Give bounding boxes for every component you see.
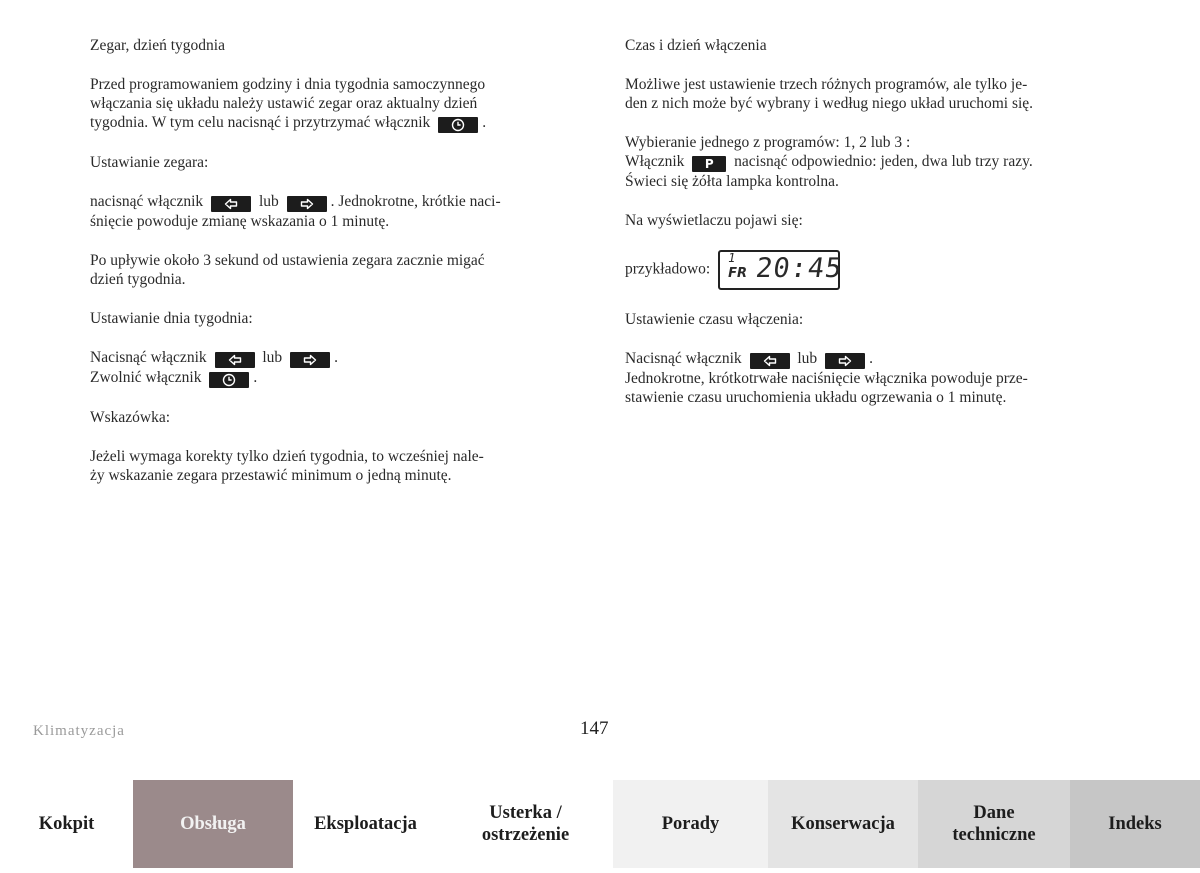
paragraph-set-clock: nacisnąć włącznik lub . Jednokrotne, krótkie naci- śnięcie powoduje zmianę wskazania o 1 minutę. bbox=[90, 193, 501, 230]
nav-eksploatacja[interactable]: Eksploatacja bbox=[293, 780, 438, 868]
lcd-program-number: 1 bbox=[728, 251, 736, 265]
paragraph-programs: Możliwe jest ustawienie trzech różnych programów, ale tylko je- den z nich może być wybrany i według niego układ uruchomi się. bbox=[625, 76, 1034, 112]
right-column bbox=[625, 36, 1125, 427]
nav-kokpit[interactable]: Kokpit bbox=[0, 780, 133, 868]
chapter-navbar bbox=[0, 780, 1200, 868]
arrow-right-key-icon bbox=[290, 352, 330, 368]
nav-obsluga[interactable]: Obsługa bbox=[133, 780, 293, 868]
nav-dane-techniczne[interactable]: Dane techniczne bbox=[918, 780, 1070, 868]
page-number: 147 bbox=[580, 718, 609, 739]
heading-clock-day: Zegar, dzień tygodnia bbox=[90, 37, 225, 54]
nav-porady[interactable]: Porady bbox=[613, 780, 768, 868]
heading-hint: Wskazówka: bbox=[90, 409, 171, 426]
nav-indeks[interactable]: Indeks bbox=[1070, 780, 1200, 868]
section-name: Klimatyzacja bbox=[33, 723, 125, 739]
lcd-time: 20:45 bbox=[754, 253, 845, 284]
left-column bbox=[90, 36, 580, 505]
heading-set-day: Ustawianie dnia tygodnia: bbox=[90, 310, 253, 327]
arrow-right-key-icon bbox=[825, 353, 865, 369]
lcd-day: FR bbox=[728, 266, 747, 281]
heading-time-day-on: Czas i dzień włączenia bbox=[625, 37, 767, 54]
arrow-left-key-icon bbox=[750, 353, 790, 369]
arrow-right-key-icon bbox=[287, 196, 327, 212]
nav-konserwacja[interactable]: Konserwacja bbox=[768, 780, 918, 868]
heading-set-on-time: Ustawienie czasu włączenia: bbox=[625, 311, 804, 328]
heading-set-clock: Ustawianie zegara: bbox=[90, 154, 209, 171]
lcd-display bbox=[718, 250, 845, 290]
program-key-icon: P bbox=[692, 156, 726, 172]
paragraph-hint: Jeżeli wymaga korekty tylko dzień tygodnia, to wcześniej nale- ży wskazanie zegara przestawić minimum o jedną minutę. bbox=[90, 448, 484, 484]
paragraph-display: Na wyświetlaczu pojawi się: bbox=[625, 212, 803, 229]
arrow-left-key-icon bbox=[215, 352, 255, 368]
paragraph-select-program: Wybieranie jednego z programów: 1, 2 lub 3 : Włącznik P nacisnąć odpowiednio: jeden, dwa lub trzy razy. Świeci się żółta lampka kontrolna. bbox=[625, 134, 1033, 190]
paragraph-example: przykładowo: 1 FR 20:45 bbox=[625, 250, 1125, 290]
paragraph-set-on-time: Nacisnąć włącznik lub . Jednokrotne, krótkotrwałe naciśnięcie włącznika powoduje prze- stawienie czasu uruchomienia układu ogrzewania o 1 minutę. bbox=[625, 350, 1028, 406]
clock-key-icon bbox=[438, 117, 478, 133]
arrow-left-key-icon bbox=[211, 196, 251, 212]
paragraph-day-blink: Po upływie około 3 sekund od ustawienia zegara zacznie migać dzień tygodnia. bbox=[90, 252, 485, 288]
clock-key-icon bbox=[209, 372, 249, 388]
paragraph-set-day: Nacisnąć włącznik lub . Zwolnić włącznik . bbox=[90, 349, 338, 386]
nav-usterka-ostrzezenie[interactable]: Usterka / ostrzeżenie bbox=[438, 780, 613, 868]
paragraph-intro: Przed programowaniem godziny i dnia tygodnia samoczynnego włączania się układu należy ustawić zegar oraz aktualny dzień tygodnia. W tym celu nacisnąć i przytrzymać włącznik . bbox=[90, 76, 487, 131]
